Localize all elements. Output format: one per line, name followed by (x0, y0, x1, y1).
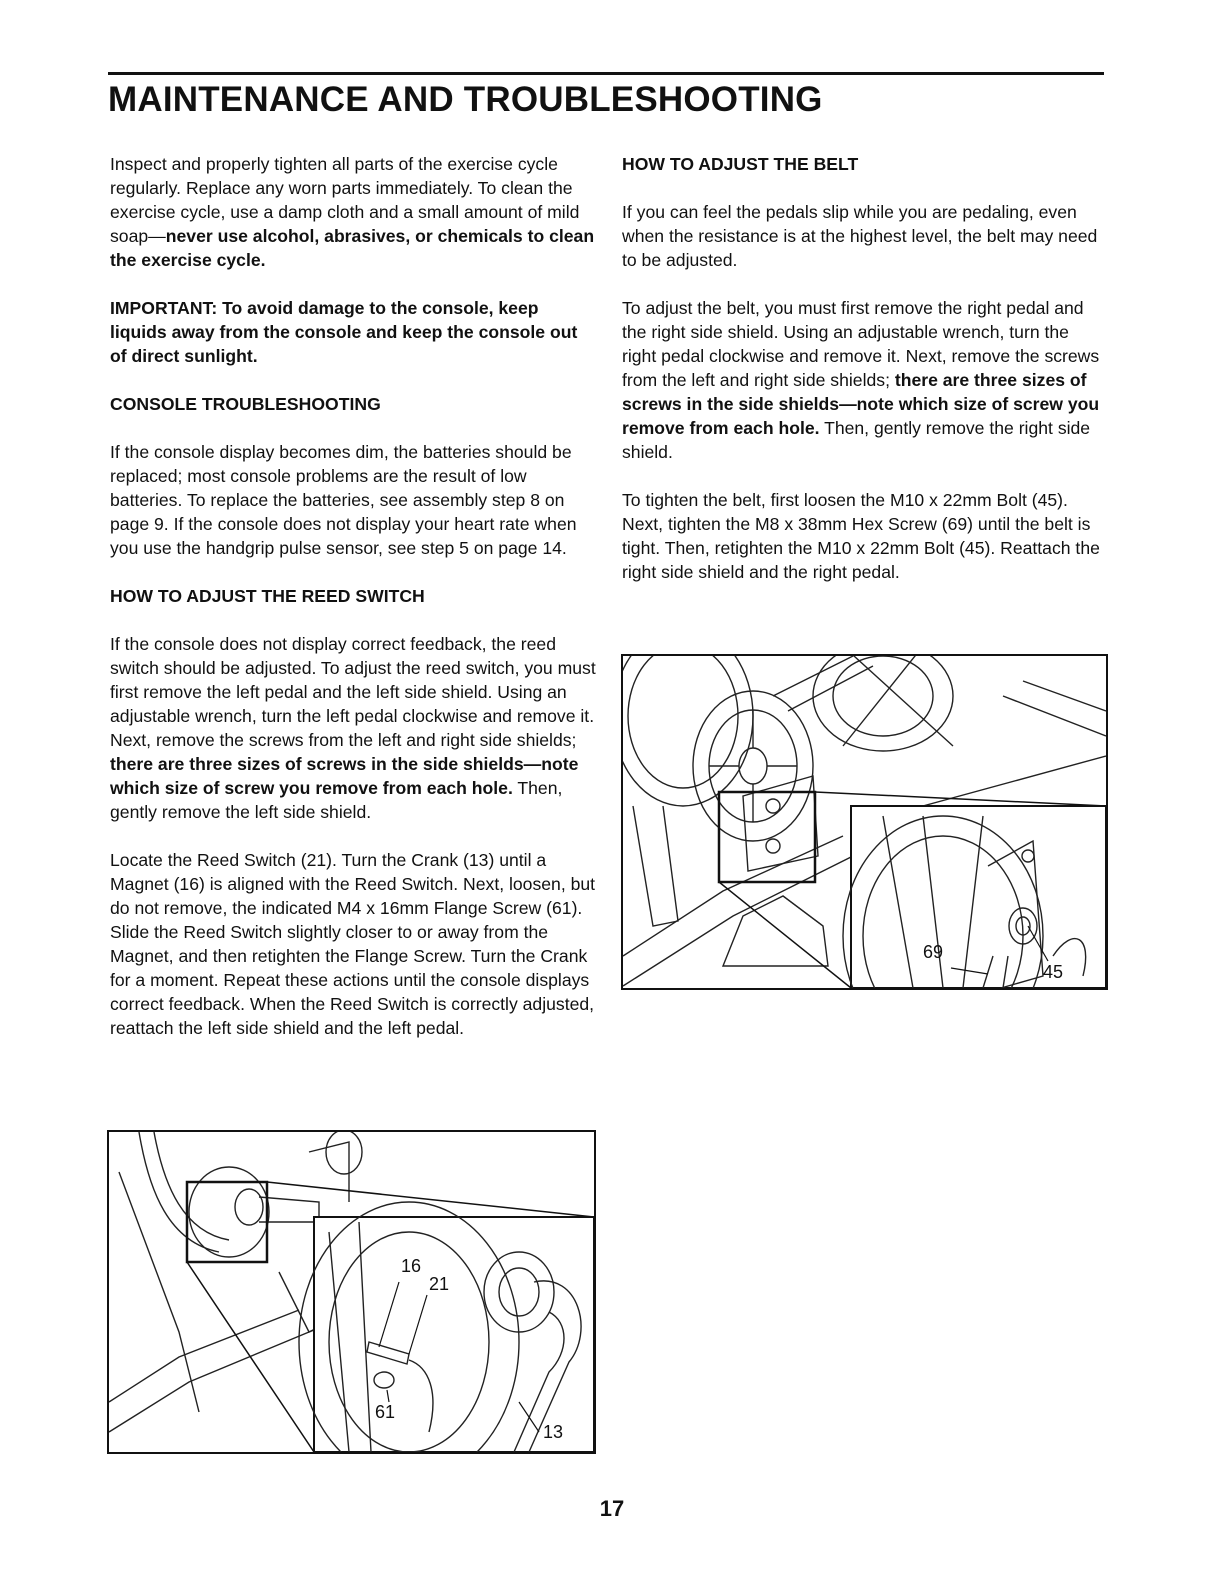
belt-intro-text: To adjust the belt, you must first remove the right pedal and the right side shield. Using an adjustable wrench, turn the right pedal clockwise and remove it. Next, remove the screws from the left and right side shields; (622, 298, 1100, 390)
cleaning-paragraph (110, 152, 596, 272)
reed-switch-paragraph-2: Locate the Reed Switch (21). Turn the Crank (13) until a Magnet (16) is aligned with the Reed Switch. Next, loosen, but do not remove, the indicated M4 x 16mm Flange Screw (61). Slide the Reed Switch slightly closer to or away from the Magnet, and then retighten the Flange Screw. Turn the Crank for a moment. Repeat these actions until the console displays correct feedback. When the Reed Switch is correctly adjusted, reattach the left side shield and the left pedal. (110, 850, 596, 1038)
left-column (110, 152, 596, 1064)
page-number: 17 (599, 1496, 625, 1521)
title-rule (108, 72, 1104, 75)
callout-flange-screw-61: 61 (375, 1402, 396, 1422)
belt-adjustment-illustration (621, 654, 1108, 990)
page-title: MAINTENANCE AND TROUBLESHOOTING (108, 80, 823, 119)
belt-screws-warning: there are three sizes of screws in the side shields—note which size of screw you remove from each hole. (622, 370, 1100, 438)
cleaning-warning: never use alcohol, abrasives, or chemicals to clean the exercise cycle. (110, 226, 595, 270)
cleaning-text: Inspect and properly tighten all parts of the exercise cycle regularly. Replace any worn parts immediately. To clean the exercise cycle, use a damp cloth and a small amount of mild soap— (110, 154, 580, 246)
belt-paragraph-1: If you can feel the pedals slip while you are pedaling, even when the resistance is at the highest level, the belt may need to be adjusted. (622, 202, 1098, 270)
console-troubleshooting-heading: CONSOLE TROUBLESHOOTING (110, 394, 381, 414)
right-column (622, 152, 1108, 608)
reed-switch-paragraph-1 (110, 632, 596, 824)
callout-crank-13: 13 (543, 1422, 564, 1442)
important-notice (110, 296, 596, 368)
callout-hex-screw-69: 69 (923, 942, 944, 962)
callout-reed-switch-21: 21 (429, 1274, 450, 1294)
reed-screws-warning: there are three sizes of screws in the side shields—note which size of screw you remove from each hole. (110, 754, 579, 798)
reed-switch-illustration (107, 1130, 596, 1454)
callout-magnet-16: 16 (401, 1256, 422, 1276)
console-troubleshooting-paragraph: If the console display becomes dim, the batteries should be replaced; most console problems are the result of low batteries. To replace the batteries, see assembly step 8 on page 9. If the console does not display your heart rate when you use the handgrip pulse sensor, see step 5 on page 14. (110, 442, 577, 558)
important-text: IMPORTANT: To avoid damage to the console, keep liquids away from the console and keep the console out of direct sunlight. (110, 298, 578, 366)
reed-switch-heading: HOW TO ADJUST THE REED SWITCH (110, 586, 425, 606)
reed-intro-text: If the console does not display correct feedback, the reed switch should be adjusted. To adjust the reed switch, you must first remove the left pedal and the left side shield. Using an adjustable wrench, turn the left pedal clockwise and remove it. Next, remove the screws from the left and right side shields; (110, 634, 596, 750)
belt-paragraph-3: To tighten the belt, first loosen the M10 x 22mm Bolt (45). Next, tighten the M8 x 38mm Hex Screw (69) until the belt is tight. Then, retighten the M10 x 22mm Bolt (45). Reattach the right side shield and the right pedal. (622, 490, 1100, 582)
callout-bolt-45: 45 (1043, 962, 1064, 982)
belt-paragraph-2 (622, 296, 1108, 464)
belt-heading: HOW TO ADJUST THE BELT (622, 154, 859, 174)
belt-intro-end: Then, gently remove the right side shield. (622, 418, 1091, 462)
reed-intro-end: Then, gently remove the left side shield. (110, 778, 563, 822)
reed-illustration-drawing (109, 1132, 594, 1452)
belt-illustration-drawing (623, 656, 1106, 988)
